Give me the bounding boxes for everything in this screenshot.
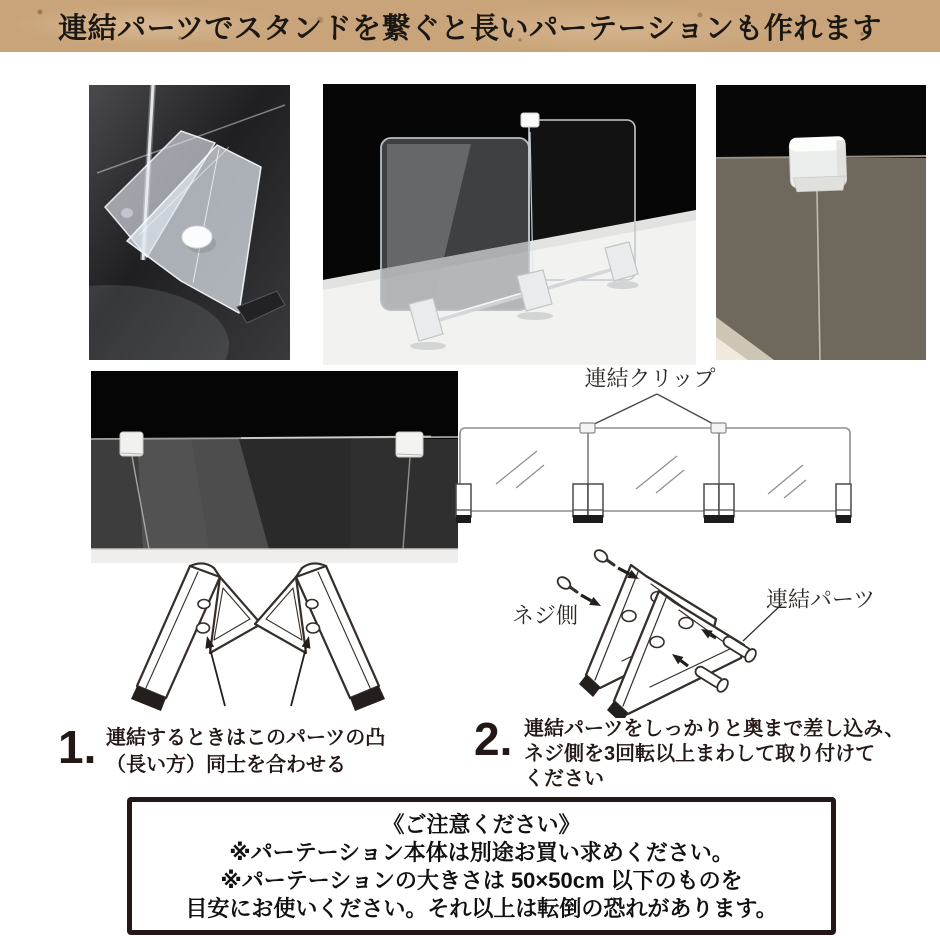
connecting-part-label: 連結パーツ <box>766 587 876 612</box>
stand-outline-mirrored <box>255 563 385 711</box>
notice-line-3: 目安にお使いください。それ以上は転倒の恐れがあります。 <box>185 896 778 921</box>
photo-connected-stands-closeup <box>89 85 290 360</box>
thumb-knob <box>182 226 212 248</box>
diagram-clip-left <box>580 423 595 433</box>
joint-clip <box>521 113 539 127</box>
screw-side-label: ネジ側 <box>512 603 579 628</box>
joint-clip-left <box>120 432 143 456</box>
joint-clip <box>789 136 847 192</box>
step-2-text <box>524 717 904 792</box>
step-2-number: 2. <box>474 713 513 765</box>
photo-joined-partitions <box>323 84 696 365</box>
stands-screw-drawing <box>500 546 900 718</box>
stands-closeup-illustration <box>89 85 290 360</box>
panels-outline <box>460 428 850 511</box>
joint-clip-right <box>396 432 423 457</box>
label-pointer-lines <box>588 394 719 427</box>
photo-two-clips-wide <box>91 371 458 563</box>
stands-alignment-drawing <box>130 556 390 716</box>
notice-title: 《ご注意ください》 <box>382 812 581 837</box>
connected-panels-diagram <box>440 390 900 530</box>
step-2-line-1: 連結パーツをしっかりと奥まで差し込み、 <box>524 718 905 740</box>
step-2-line-2: ネジ側を3回転以上まわして取り付けて <box>524 743 876 765</box>
step-1-line-1: 連結するときはこのパーツの凸 <box>106 727 386 749</box>
step-1-number: 1. <box>58 721 97 773</box>
step-1-line-2: （長い方）同士を合わせる <box>106 754 346 776</box>
diagram-clip-right <box>711 423 726 433</box>
photo-clip-closeup <box>716 85 926 360</box>
notice-box <box>127 797 836 935</box>
stand-outline <box>131 563 261 711</box>
notice-line-1: ※パーテーション本体は別途お買い求めください。 <box>229 840 734 865</box>
step-1-text <box>106 725 385 779</box>
joined-partitions-illustration <box>323 84 696 365</box>
clip-label: 連結クリップ <box>584 366 716 391</box>
notice-line-2: ※パーテーションの大きさは 50×50cm 以下のものを <box>220 868 743 893</box>
clip-closeup-illustration <box>716 85 926 360</box>
step-2-line-3: ください <box>524 768 604 790</box>
screws <box>555 548 614 592</box>
two-clips-illustration <box>91 371 458 563</box>
banner-title: 連結パーツでスタンドを繋ぐと長いパーテーションも作れます <box>58 12 882 45</box>
banner <box>0 0 940 52</box>
